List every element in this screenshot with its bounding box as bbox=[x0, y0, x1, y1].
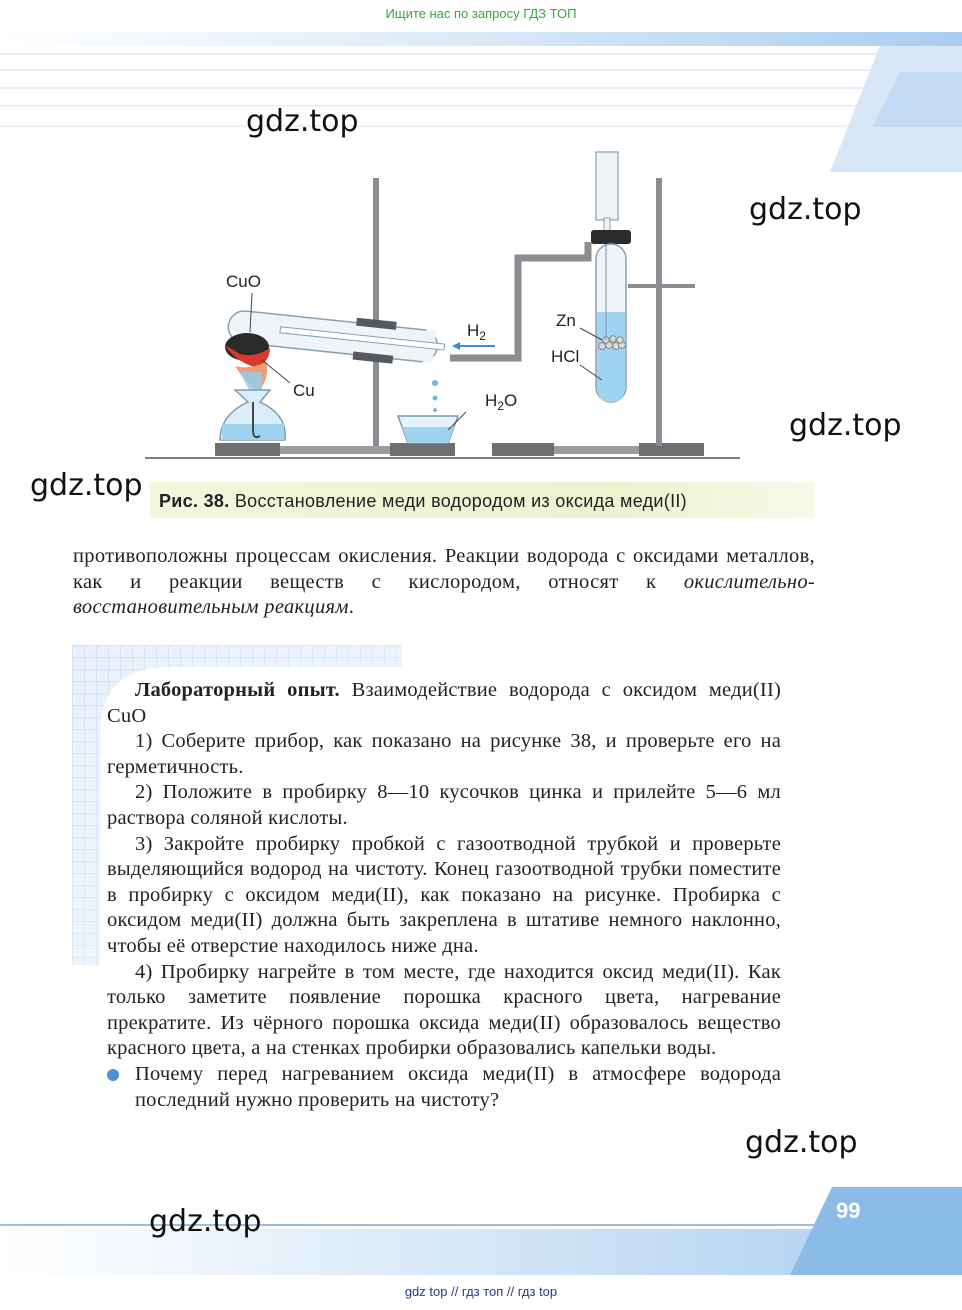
lab-experiment-text bbox=[107, 678, 781, 1113]
watermark: gdz.top bbox=[749, 192, 862, 227]
label-h2o bbox=[485, 391, 517, 413]
lab-title-rest: Взаимодействие водорода с оксидом меди(II) CuO bbox=[107, 679, 781, 727]
figure-caption-prefix: Рис. 38. bbox=[159, 491, 230, 511]
figure-caption-text: Восстановление меди водородом из оксида меди(II) bbox=[234, 491, 687, 511]
lab-step: 1) Соберите прибор, как показано на рисунке 38, и проверьте его на герметичность. bbox=[107, 730, 781, 778]
lab-question bbox=[107, 1062, 781, 1113]
watermark: gdz.top bbox=[745, 1125, 858, 1160]
footer-decoration bbox=[0, 1185, 962, 1280]
figure-caption bbox=[150, 482, 815, 518]
label-h2o-tail: O bbox=[503, 391, 518, 410]
label-cu: Cu bbox=[293, 381, 315, 400]
page-number: 99 bbox=[836, 1198, 861, 1223]
label-zn: Zn bbox=[556, 311, 576, 330]
body-paragraph-end: . bbox=[348, 596, 355, 618]
search-hint-banner: Ищите нас по запросу ГДЗ ТОП bbox=[385, 6, 577, 21]
label-h2-subscript: 2 bbox=[479, 329, 486, 343]
footer-note: gdz top // гдз топ // гдз top bbox=[404, 1284, 558, 1299]
label-h2-main: H bbox=[467, 321, 480, 340]
hydrogen-reduction-apparatus-figure bbox=[140, 140, 760, 470]
lab-step: 3) Закройте пробирку пробкой с газоотводной трубкой и проверьте выделяющийся водород на чистоту. Конец газоотводной трубки поместите в пробирку с оксидом меди(II), как показано на рисунке. Пробирка с оксидом меди(II) должна быть закреплена в штативе немного наклонно, чтобы её отверстие находилось ниже дна. bbox=[107, 832, 781, 957]
label-h2 bbox=[467, 321, 486, 343]
lab-title: Лабораторный опыт. bbox=[135, 679, 340, 701]
label-cuo: CuO bbox=[226, 272, 261, 291]
watermark: gdz.top bbox=[149, 1204, 262, 1239]
watermark: gdz.top bbox=[246, 104, 359, 139]
bullet-icon bbox=[107, 1069, 119, 1081]
body-paragraph-term: окислительно-восстановительным реакциям bbox=[73, 570, 815, 618]
lab-step: 4) Пробирку нагрейте в том месте, где находится оксид меди(II). Как только заметите появление порошка красного цвета, нагревание прекратите. Из чёрного порошка оксида меди(II) образовалось вещество красного цвета, а на стенках пробирки образовались капельки воды. bbox=[107, 960, 781, 1060]
body-paragraph-text: противоположны процессам окисления. Реакции водорода с оксидами металлов, как и реакции веществ с кислородом, относят к bbox=[73, 545, 815, 593]
lab-question-text: Почему перед нагреванием оксида меди(II) в атмосфере водорода последний нужно проверить на чистоту? bbox=[135, 1062, 781, 1111]
label-h2o-subscript: 2 bbox=[497, 399, 504, 413]
lab-step: 2) Положите в пробирку 8—10 кусочков цинка и прилейте 5—6 мл раствора соляной кислоты. bbox=[107, 781, 781, 829]
body-paragraph bbox=[73, 544, 815, 621]
watermark: gdz.top bbox=[30, 468, 143, 503]
watermark: gdz.top bbox=[789, 408, 902, 443]
label-hcl: HCl bbox=[551, 347, 580, 366]
label-h2o-main: H bbox=[485, 391, 498, 410]
